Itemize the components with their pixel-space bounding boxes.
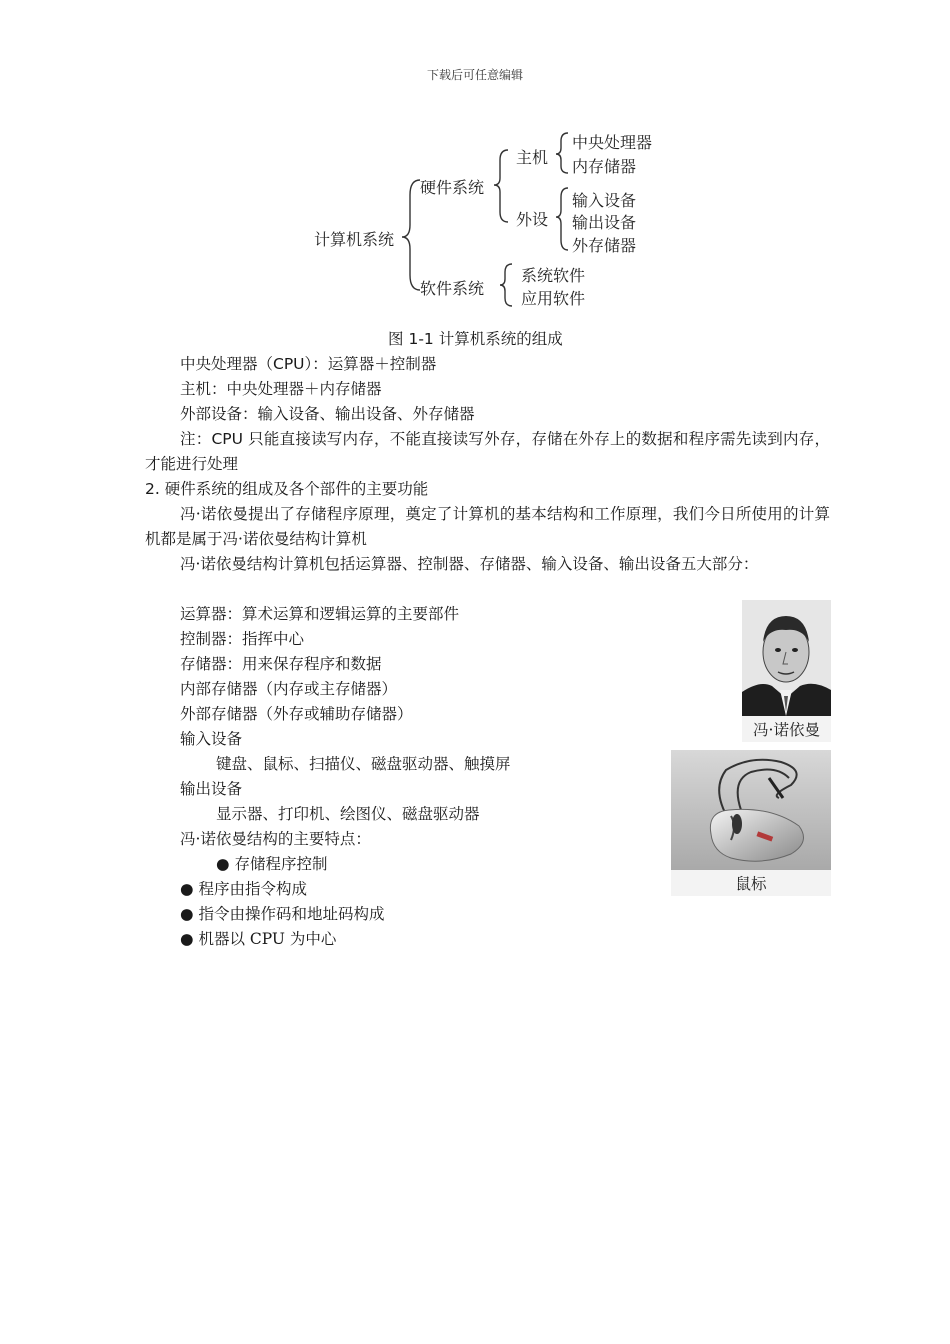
section-heading: 2. 硬件系统的组成及各个部件的主要功能 <box>145 480 429 498</box>
note-paragraph: 注：CPU 只能直接读写内存，不能直接读写外存，存储在外存上的数据和程序需先读到内存，才能进行处理 <box>145 430 830 473</box>
feature-bullet-item: ● 机器以 CPU 为中心 <box>180 930 337 948</box>
bullet-icon: ● <box>180 905 194 923</box>
output-device-heading: 输出设备 <box>180 780 243 798</box>
alu-line: 运算器：算术运算和逻辑运算的主要部件 <box>180 605 460 623</box>
bullet-icon: ● <box>180 930 194 948</box>
peripheral-brace <box>556 188 568 250</box>
control-unit-line: 控制器：指挥中心 <box>180 630 305 648</box>
diagram-host-item: 内存储器 <box>572 157 637 176</box>
feature-bullet-item: ● 存储程序控制 <box>216 855 328 873</box>
von-neumann-portrait-image <box>742 600 831 716</box>
features-heading: 冯·诺依曼结构的主要特点： <box>180 830 371 848</box>
input-device-list: 键盘、鼠标、扫描仪、磁盘驱动器、触摸屏 <box>216 755 511 773</box>
page-header-note: 下载后可任意编辑 <box>426 68 523 82</box>
cpu-line: 中央处理器（CPU）：运算器＋控制器 <box>180 355 437 373</box>
von-neumann-caption: 冯·诺依曼 <box>753 721 820 739</box>
software-brace <box>500 264 512 306</box>
von-neumann-photo-frame <box>742 600 831 742</box>
diagram-host-label: 主机 <box>516 148 549 167</box>
external-devices-line: 外部设备：输入设备、输出设备、外存储器 <box>180 405 475 423</box>
figure-caption: 图 1-1 计算机系统的组成 <box>388 330 563 348</box>
hardware-brace <box>494 150 508 222</box>
input-device-heading: 输入设备 <box>180 730 243 748</box>
diagram-peripheral-item: 输出设备 <box>572 213 637 232</box>
host-line: 主机：中央处理器＋内存储器 <box>180 380 382 398</box>
diagram-software-label: 软件系统 <box>420 279 485 298</box>
five-parts-paragraph: 冯·诺依曼结构计算机包括运算器、控制器、存储器、输入设备、输出设备五大部分： <box>180 555 759 573</box>
diagram-software-item: 应用软件 <box>521 289 586 308</box>
root-brace <box>402 180 420 290</box>
memory-line: 存储器：用来保存程序和数据 <box>180 655 382 673</box>
diagram-software-item: 系统软件 <box>521 266 586 285</box>
diagram-hardware-label: 硬件系统 <box>420 178 485 197</box>
diagram-braces <box>0 0 950 320</box>
external-memory-line: 外部存储器（外存或辅助存储器） <box>180 705 413 723</box>
diagram-root-label: 计算机系统 <box>314 230 395 249</box>
host-brace <box>556 133 568 173</box>
diagram-peripheral-item: 输入设备 <box>572 191 637 210</box>
bullet-icon: ● <box>180 880 194 898</box>
von-neumann-paragraph: 冯·诺依曼提出了存储程序原理，奠定了计算机的基本结构和工作原理，我们今日所使用的计算机都是属于冯·诺依曼结构计算机 <box>145 505 830 548</box>
mouse-photo-frame <box>671 750 831 896</box>
mouse-caption: 鼠标 <box>735 875 767 893</box>
diagram-host-item: 中央处理器 <box>572 133 653 152</box>
feature-bullet-item: ● 程序由指令构成 <box>180 880 307 898</box>
feature-bullet-item: ● 指令由操作码和地址码构成 <box>180 905 385 923</box>
diagram-peripheral-item: 外存储器 <box>572 236 637 255</box>
output-device-list: 显示器、打印机、绘图仪、磁盘驱动器 <box>216 805 480 823</box>
bullet-icon: ● <box>216 855 230 873</box>
internal-memory-line: 内部存储器（内存或主存储器） <box>180 680 398 698</box>
diagram-peripheral-label: 外设 <box>516 210 549 229</box>
mouse-image <box>671 750 831 870</box>
